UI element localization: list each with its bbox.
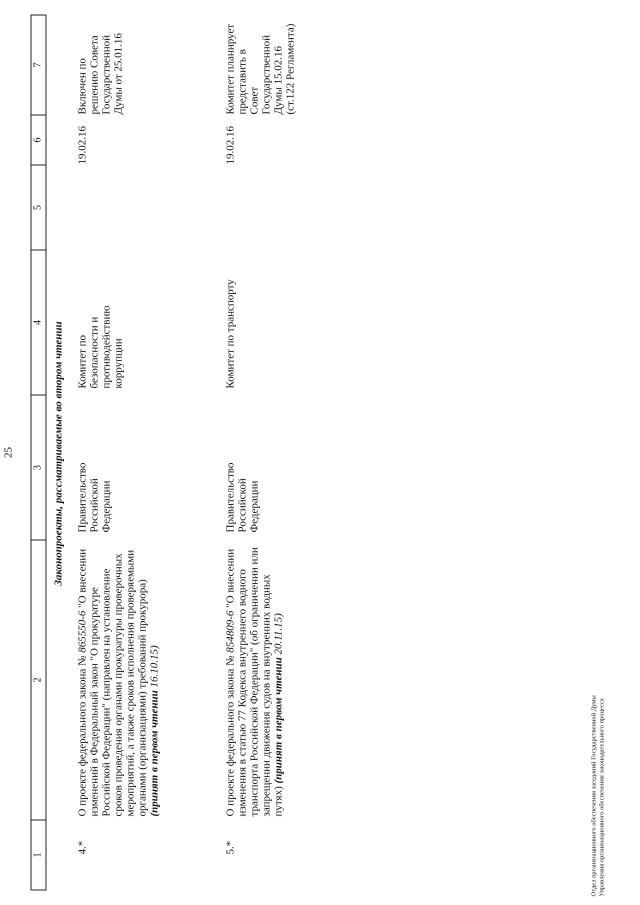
reading-date: 16.10.15) <box>148 645 161 688</box>
reading-date: 20.11.15) <box>272 613 285 655</box>
column-header-row <box>31 15 47 891</box>
initiator: Правительство Российской Федерации <box>224 462 261 533</box>
footer-line-2: Управления организационного обеспечения законодательного процесса <box>598 698 606 897</box>
section-title: Законопроекты, рассматриваемые во втором чтении <box>52 321 65 586</box>
bill-description <box>77 547 161 817</box>
reading-status: (принят в первом чтении <box>272 654 285 784</box>
row-number: 5.* <box>224 840 237 855</box>
column-header: 1 <box>32 820 46 890</box>
bill-title: "О внесении изменения в статью 77 Кодекса внутреннего водного транспорта Российской Федерации" (об ограничении или запрещении движения судов на внутренних водных путях) <box>224 547 285 817</box>
column-header: 4 <box>32 250 46 395</box>
column-header: 7 <box>32 62 44 68</box>
bill-number: 854809-6 <box>224 610 237 653</box>
rotated-page: 25 1 2 3 4 5 6 7 Законопроекты, рассматриваемые во втором чтении 4.* О проекте федерального закона № 865550-6 "О внесении изменений в Федеральный закон "О прокуратуре Российской Федерации" (направлен на установление сроков проведения органами прокуратуры проверочных мероприятий, а также сроков исполнения проверяемыми органами (организациями) требований прокурора) (принят в первом чтении 16.10.15) Правительство Российской Федерации Комитет по безопасности и противодействию коррупции 19.02.16 Включен по решению Совета Государственной Думы от 25.01.16 5.* О проекте федерального закона № 854809-6 "О внесении изменения в статью 77 Кодекса внутреннего водного транспорта Российской Федерации" (об ограничении или запрещении движения судов на внутренних водных путях) (принят в первом чтении 20.11.15) Правительство Российской Федерации Комитет по транспорту 19.02.16 Комитет планирует представить в Совет Государственной Думы 15.02.16 (ст.122 Регламента) Отдел организационного обеспечения заседаний Государственной Думы Управления организационного обеспечения законодательного процесса <box>1 0 640 905</box>
note: Включен по решению Совета Государственной Думы от 25.01.16 <box>76 33 125 115</box>
row-number: 4.* <box>76 840 89 855</box>
bill-title-prefix: О проекте федерального закона № <box>76 652 89 817</box>
committee: Комитет по безопасности и противодействию коррупции <box>76 305 125 389</box>
column-header: 3 <box>32 395 46 540</box>
note: Комитет планирует представить в Совет Государственной Думы 15.02.16 (ст.122 Регламента) <box>224 23 297 115</box>
committee: Комитет по транспорту <box>224 279 237 389</box>
review-date: 19.02.16 <box>224 126 237 165</box>
bill-number: 865550-6 <box>76 610 89 653</box>
footer-line-1: Отдел организационного обеспечения заседаний Государственной Думы <box>590 695 598 897</box>
review-date: 19.02.16 <box>76 126 89 165</box>
reading-status: (принят в первом чтении <box>148 687 161 817</box>
bill-description <box>225 547 285 817</box>
column-header: 6 <box>32 115 46 165</box>
bill-title: "О внесении изменений в Федеральный закон "О прокуратуре Российской Федерации" (направлен на установление сроков проведения органами прокуратуры проверочных мероприятий, а также сроков исполнения проверяемыми органами (организациями) требований прокурора) <box>76 548 149 817</box>
initiator: Правительство Российской Федерации <box>76 462 113 533</box>
footer <box>591 695 607 896</box>
bill-title-prefix: О проекте федерального закона № <box>224 652 237 817</box>
column-header: 2 <box>32 540 46 820</box>
column-header: 5 <box>32 165 46 250</box>
